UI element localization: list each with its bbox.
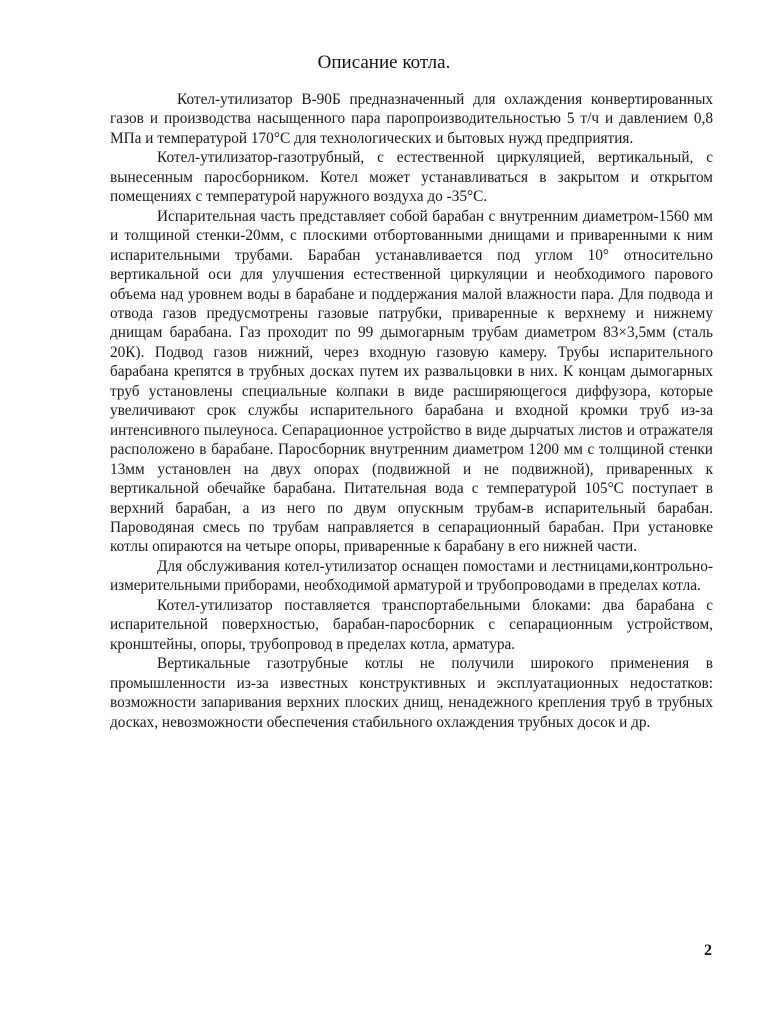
paragraph-3: Испарительная часть представляет собой барабан с внутренним диаметром-1560 мм и толщиной стенки-20мм, с плоскими отбортованными днищами и приваренными к ним испарительными трубами. Барабан устанавливается под углом 10° относительно вертикальной оси для улучшения естественной циркуляции и необходимого парового объема над уровнем воды в барабане и поддержания малой влажности пара. Для подвода и отвода газов предусмотрены газовые патрубки, приваренные к верхнему и нижнему днищам барабана. Газ проходит по 99 дымогарным трубам диаметром 83×3,5мм (сталь 20К). Подвод газов нижний, через входную газовую камеру. Трубы испарительного барабана крепятся в трубных досках путем их развальцовки в них. К концам дымогарных труб установлены специальные колпаки в виде расширяющегося диффузора, которые увеличивают срок службы испарительного барабана и входной кромки труб из-за интенсивного пылеуноса. Сепарационное устройство в виде дырчатых листов и отражателя расположено в барабане. Паросборник внутренним диаметром 1200 мм с толщиной стенки 13мм установлен на двух опорах (подвижной и не подвижной), приваренных к вертикальной обечайке барабана. Питательная вода с температурой 105°С поступает в верхний барабан, а из него по двум опускным трубам-в испарительный барабан. Пароводяная смесь по трубам направляется в сепарационный барабан. При установке котлы опираются на четыре опоры, приваренные к барабану в его нижней части.: [110, 207, 713, 556]
page-number: 2: [704, 942, 712, 959]
paragraph-5: Котел-утилизатор поставляется транспортабельными блоками: два барабана с испарительной поверхностью, барабан-паросборник с сепарационным устройством, кронштейны, опоры, трубопровод в пределах котла, арматура.: [110, 596, 713, 653]
paragraph-4: Для обслуживания котел-утилизатор оснащен помостами и лестницами,контрольно-измерительными приборами, необходимой арматурой и трубопроводами в пределах котла.: [110, 557, 713, 595]
paragraph-1: Котел-утилизатор В-90Б предназначенный для охлаждения конвертированных газов и производства насыщенного пара паропроизводительностью 5 т/ч и давлением 0,8 МПа и температурой 170°С для технологических и бытовых нужд предприятия.: [110, 91, 713, 147]
paragraph-2: Котел-утилизатор-газотрубный, с естественной циркуляцией, вертикальный, с вынесенным паросборником. Котел может устанавливаться в закрытом и открытом помещениях с температурой наружного воздуха до -35°С.: [110, 149, 713, 206]
page-title: Описание котла.: [317, 52, 451, 73]
paragraph-6: Вертикальные газотрубные котлы не получили широкого применения в промышленности из-за известных конструктивных и эксплуатационных недостатков: возможности запаривания верхних плоских днищ, ненадежного крепления труб в трубных досках, невозможности обеспечения стабильного охлаждения трубных досок и др.: [110, 655, 713, 731]
document-body: [110, 90, 713, 732]
